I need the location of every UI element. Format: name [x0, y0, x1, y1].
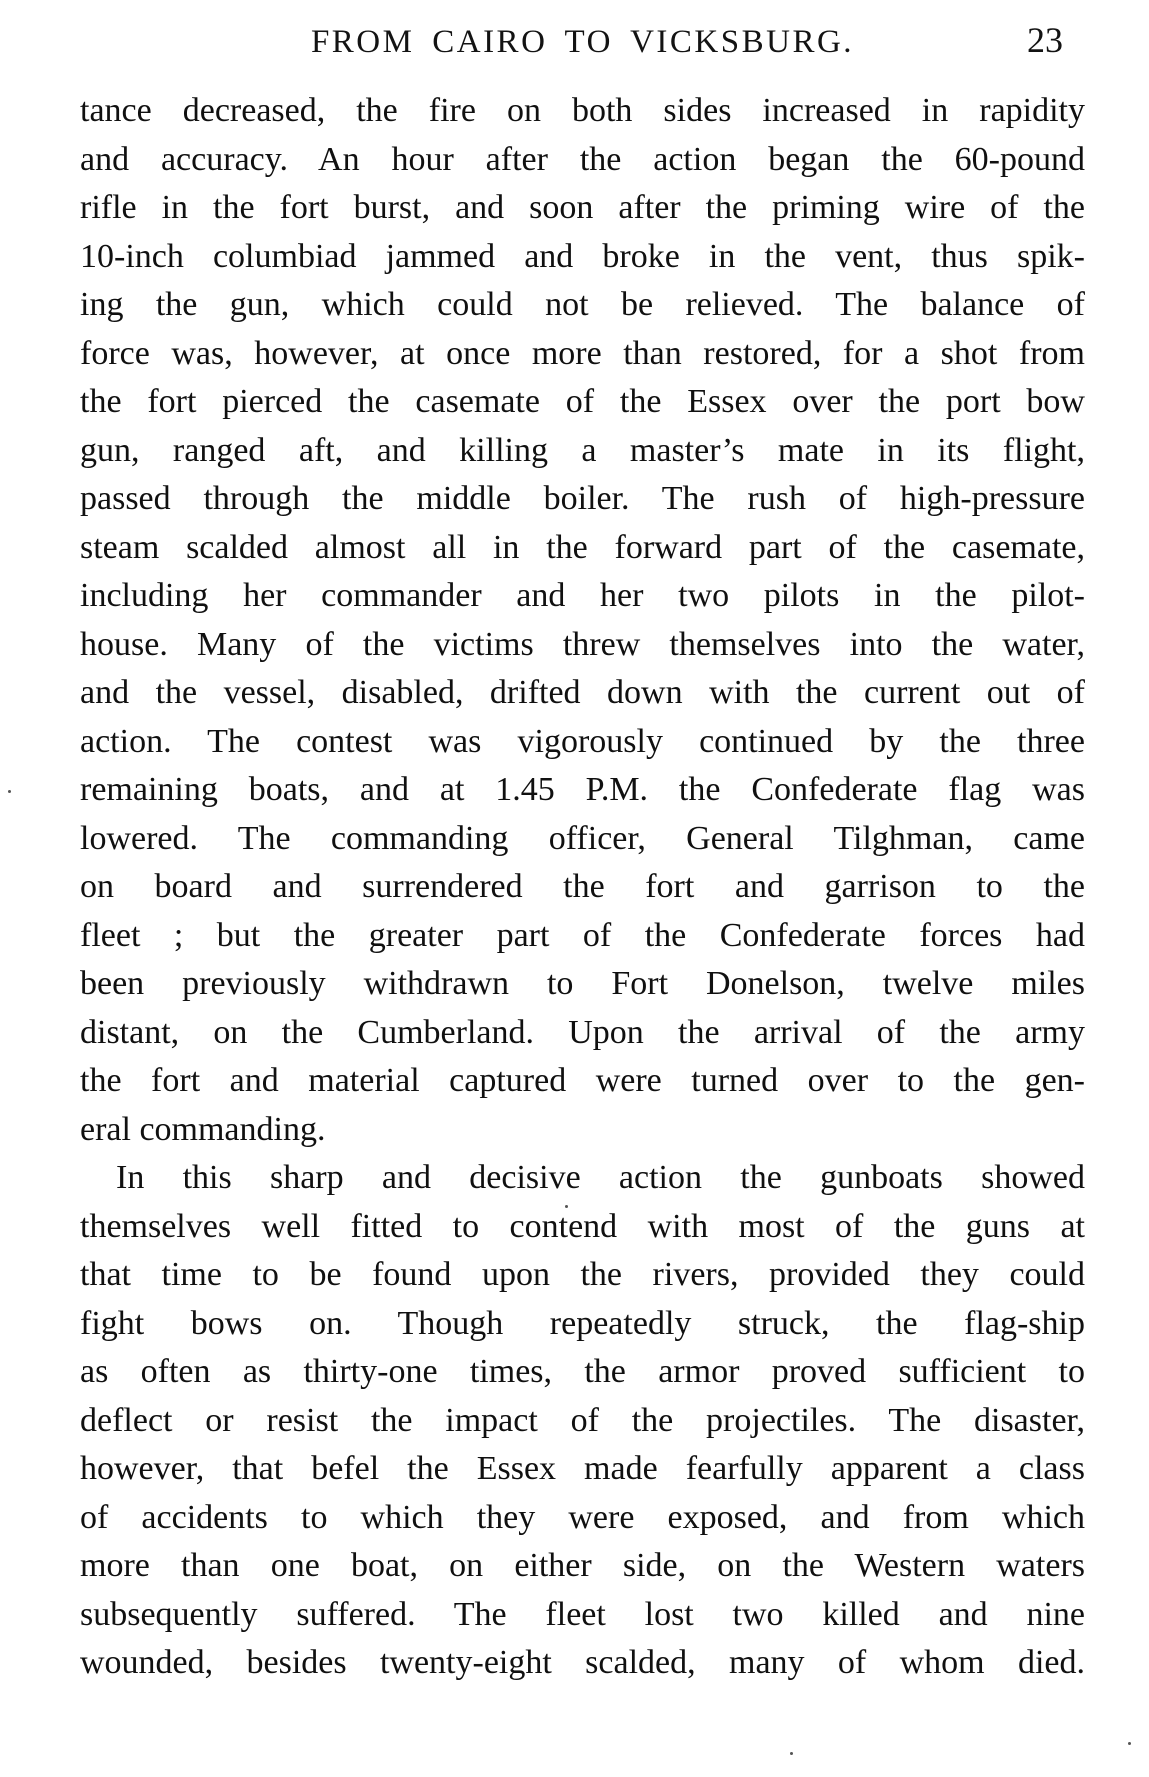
page-number: 23: [1027, 20, 1063, 60]
text-line: more than one boat, on either side, on the Western waters: [80, 1547, 1085, 1584]
text-line: the fort pierced the casemate of the Essex over the port bow: [80, 383, 1085, 420]
body-text: [80, 87, 1085, 1688]
text-line: including her commander and her two pilots in the pilot-: [80, 577, 1085, 614]
text-line: remaining boats, and at 1.45 P.M. the Confederate flag was: [80, 771, 1085, 808]
text-line: themselves well fitted to contend with most of the guns at: [80, 1207, 1085, 1245]
text-line: force was, however, at once more than restored, for a shot from: [80, 334, 1085, 372]
text-line: gun, ranged aft, and killing a master’s mate in its flight,: [80, 431, 1085, 469]
text-line: eral commanding.: [80, 1110, 326, 1148]
text-line: on board and surrendered the fort and garrison to the: [80, 868, 1085, 905]
paragraph: [80, 1154, 1085, 1688]
paragraph: [80, 87, 1085, 1154]
running-title: FROM CAIRO TO VICKSBURG.: [310, 24, 855, 60]
text-line: wounded, besides twenty-eight scalded, many of whom died.: [80, 1644, 1085, 1681]
text-line: as often as thirty-one times, the armor proved sufficient to: [80, 1353, 1085, 1390]
text-line: fight bows on. Though repeatedly struck, the flag-ship: [80, 1304, 1085, 1342]
text-line: lowered. The commanding officer, General Tilghman, came: [80, 819, 1085, 857]
text-line: subsequently suffered. The fleet lost two killed and nine: [80, 1595, 1085, 1633]
text-line: steam scalded almost all in the forward part of the casemate,: [80, 528, 1085, 566]
text-line: however, that befel the Essex made fearfully apparent a class: [80, 1450, 1085, 1487]
scan-speck: [790, 1752, 793, 1755]
text-line: distant, on the Cumberland. Upon the arrival of the army: [80, 1013, 1085, 1051]
text-line: and accuracy. An hour after the action began the 60-pound: [80, 140, 1085, 178]
text-line: that time to be found upon the rivers, provided they could: [80, 1256, 1085, 1293]
text-line: rifle in the fort burst, and soon after the priming wire of the: [80, 189, 1085, 226]
scan-speck: [1128, 1742, 1131, 1745]
text-line: house. Many of the victims threw themselves into the water,: [80, 625, 1085, 663]
text-line: 10-inch columbiad jammed and broke in the vent, thus spik-: [80, 237, 1085, 275]
scan-speck: [565, 1205, 568, 1208]
text-line: the fort and material captured were turned over to the gen-: [80, 1062, 1085, 1099]
text-line: and the vessel, disabled, drifted down with the current out of: [80, 674, 1085, 711]
text-line: passed through the middle boiler. The rush of high-pressure: [80, 480, 1085, 517]
text-line: In this sharp and decisive action the gunboats showed: [116, 1159, 1085, 1196]
text-line: of accidents to which they were exposed, and from which: [80, 1498, 1085, 1536]
text-line: tance decreased, the fire on both sides increased in rapidity: [80, 92, 1085, 129]
text-line: been previously withdrawn to Fort Donelson, twelve miles: [80, 965, 1085, 1002]
text-line: deflect or resist the impact of the projectiles. The disaster,: [80, 1401, 1085, 1439]
page-header: [80, 22, 1085, 66]
text-line: ing the gun, which could not be relieved. The balance of: [80, 286, 1085, 323]
text-line: fleet ; but the greater part of the Confederate forces had: [80, 916, 1085, 954]
text-line: action. The contest was vigorously continued by the three: [80, 722, 1085, 760]
scan-speck: [8, 790, 11, 793]
